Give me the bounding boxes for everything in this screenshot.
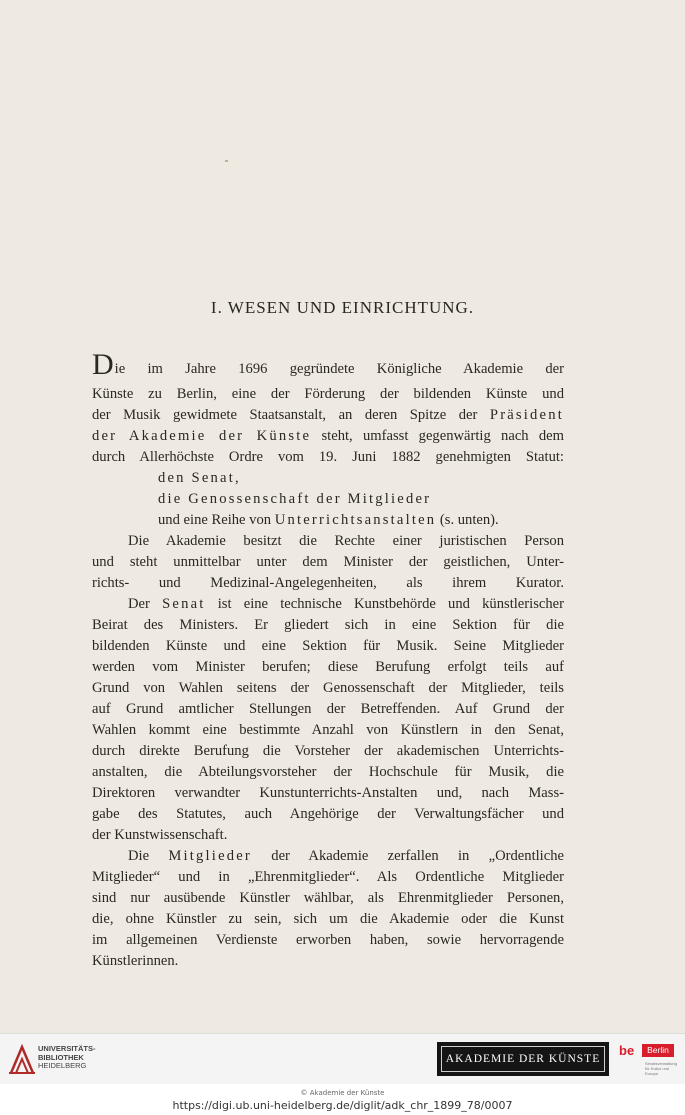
text-line: bildenden Künste und eine Sektion für Musik. Seine Mitglieder [92,638,564,654]
text-line: Direktoren verwandter Kunstunterrichts-Anstalten und, nach Mass- [92,785,564,801]
body-text [92,350,564,972]
text-line: durch direkte Berufung die Vorsteher der akademischen Unterrichts- [92,743,564,759]
text-line: der Musik gewidmete Staatsanstalt, an deren Spitze der Präsident [92,407,564,423]
drop-cap: D [92,350,114,381]
text-line: die Genossenschaft der Mitglieder [158,491,432,507]
text-line: die, ohne Künstler zu sein, sich um die Akademie oder die Kunst [92,911,564,927]
text-line: Künste zu Berlin, eine der Förderung der bildenden Künste und [92,386,564,402]
text-line: durch Allerhöchste Ordre vom 19. Juni 1882 genehmigten Statut: [92,449,564,465]
text-line: anstalten, die Abteilungsvorsteher der Hochschule für Musik, die [92,764,564,780]
berlin-senate-logo[interactable] [617,1040,677,1080]
berlin-subtitle: Senatsverwaltung für Kultur und Europa [645,1061,677,1076]
copyright-notice: © Akademie der Künste [300,1089,385,1097]
text-line: Wahlen kommt eine bestimmte Anzahl von Künstlern in den Senat, [92,722,564,738]
text-line: richts- und Medizinal-Angelegenheiten, als ihrem Kurator. [92,575,564,591]
text-line: den Senat, [158,470,241,486]
text-line: Künstlerinnen. [92,953,179,969]
chapter-heading: I. WESEN UND EINRICHTUNG. [210,298,475,317]
text-line: auf Grund amtlicher Stellungen der Betreffenden. Auf Grund der [92,701,564,717]
permalink-url[interactable]: https://digi.ub.uni-heidelberg.de/diglit/adk_chr_1899_78/0007 [172,1099,513,1112]
text-line: Mitglieder“ und in „Ehrenmitglieder“. Als Ordentliche Mitglieder [92,869,564,885]
text-line: der Akademie der Künste steht, umfasst gegenwärtig nach dem [92,428,564,444]
university-library-name[interactable]: UNIVERSITÄTS- BIBLIOTHEK HEIDELBERG [38,1044,96,1070]
text-line: Die im Jahre 1696 gegründete Königliche Akademie der [92,350,564,381]
text-line: werden vom Minister berufen; diese Berufung erfolgt teils auf [92,659,564,675]
text-line: gabe des Statutes, auch Angehörige der Verwaltungsfächer und [92,806,564,822]
text-line: sind nur ausübende Künstler wählbar, als Ehrenmitglieder Personen, [92,890,564,906]
speck-mark [225,160,228,162]
berlin-mark-text: be [619,1043,635,1058]
text-line: Beirat des Ministers. Er gliedert sich in eine Sektion für die [92,617,564,633]
text-line: der Kunstwissenschaft. [92,827,228,843]
akademie-logo[interactable] [437,1042,609,1076]
viewer-footer [0,1033,685,1084]
university-library-logo-icon[interactable] [8,1042,36,1076]
akademie-logo-label: AKADEMIE DER KÜNSTE [441,1046,605,1072]
text-line: Grund von Wahlen seitens der Genossenschaft der Mitglieder, teils [92,680,564,696]
text-line: und eine Reihe von Unterrichtsanstalten (s. unten). [158,512,499,528]
text-line: Die Akademie besitzt die Rechte einer juristischen Person [128,533,564,549]
text-line: im allgemeinen Verdienste erworben haben, sowie hervorragende [92,932,564,948]
text-line: und steht unmittelbar unter dem Minister der geistlichen, Unter- [92,554,564,570]
text-line: Der Senat ist eine technische Kunstbehörde und künstlerischer [128,596,564,612]
text-line: Die Mitglieder der Akademie zerfallen in „Ordentliche [128,848,564,864]
berlin-box-text: Berlin [642,1044,674,1057]
